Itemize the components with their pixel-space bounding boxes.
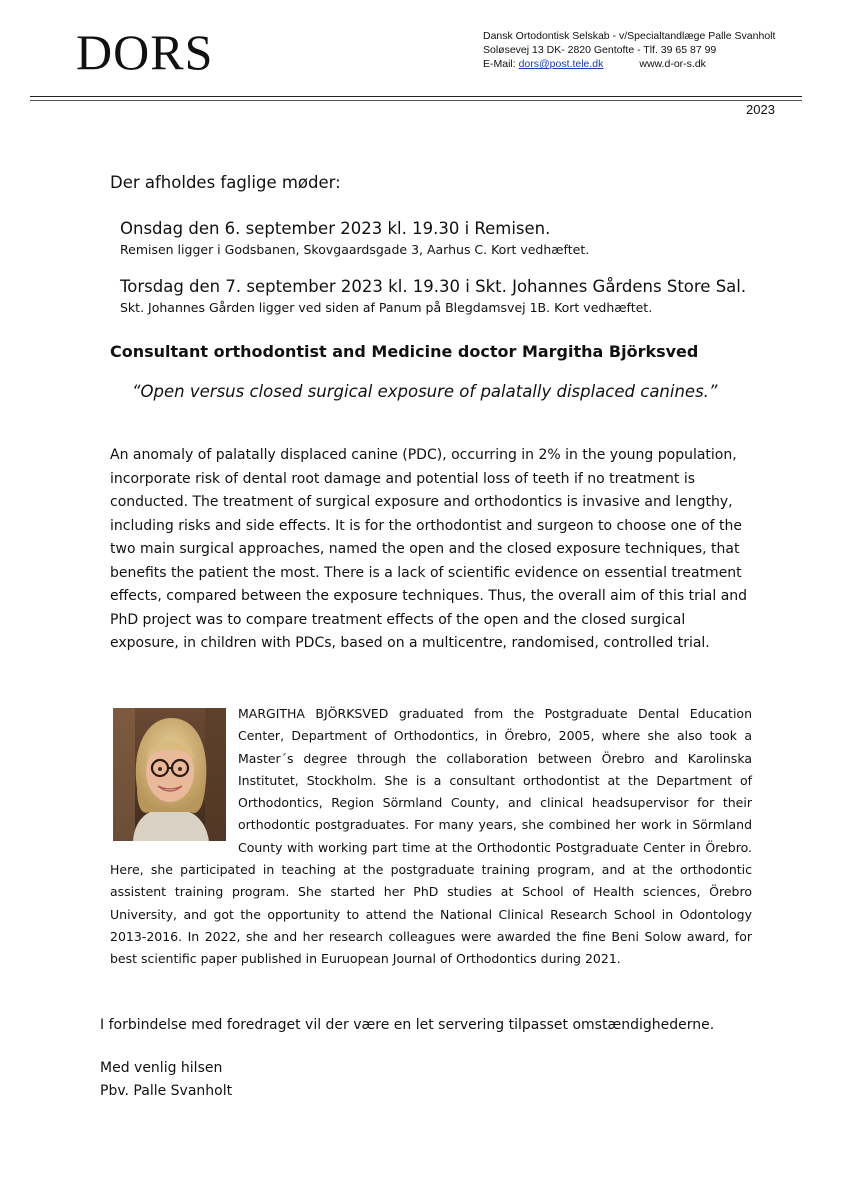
talk-title: “Open versus closed surgical exposure of palatally displaced canines.”: [132, 382, 718, 401]
speaker-heading: Consultant orthodontist and Medicine doctor Margitha Björksved: [110, 342, 699, 361]
abstract-paragraph: An anomaly of palatally displaced canine (PDC), occurring in 2% in the young population, incorporate risk of dental root damage and potential loss of teeth if no treatment is conducted. The treatment of surgical exposure and orthodontics is invasive and lengthy, including risks and side effects. It is for the orthodontist and surgeon to choose one of the two main surgical approaches, named the open and the closed exposure techniques, that benefits the patient the most. There is a lack of scientific evidence on essential treatment effects, compared between the exposure techniques. Thus, the overall aim of this trial and PhD project was to compare treatment effects of the open and the closed surgical exposure, in children with PDCs, based on a multicentre, randomised, controlled trial.: [110, 447, 748, 651]
year-label: 2023: [746, 102, 775, 117]
org-line: Dansk Ortodontisk Selskab - v/Specialtandlæge Palle Svanholt: [483, 30, 776, 42]
bio-text: MARGITHA BJÖRKSVED graduated from the Postgraduate Dental Education Center, Department of Orthodontics, in Örebro, 2005, where she also took a Master´s degree through the collaboration between Örebro and Karolinska Institutet, Stockholm. She is a consultant orthodontist at the Department of Orthodontics, Region Sörmland County, and clinical headsupervisor for their orthodontic postgraduates. For many years, she combined her work in Sörmland County with working part time at the Orthodontic Postgraduate Center in Örebro. Here, she participated in teaching at the postgraduate training program, and at the orthodontic assistent training program. She started her PhD studies at School of Health sciences, Örebro University, and got the opportunity to attend the National Clinical Research School in Odontology 2013-2016. In 2022, she and her research colleagues were awarded the fine Beni Solow award, for best scientific paper published in Euruopean Journal of Orthodontics during 2021.: [110, 706, 752, 967]
contact-line: [483, 57, 775, 71]
meeting-copenhagen: [120, 277, 746, 315]
header-rule-top: [30, 96, 802, 97]
meeting-title: Onsdag den 6. september 2023 kl. 19.30 i Remisen.: [120, 219, 551, 238]
greeting: Med venlig hilsen: [100, 1060, 223, 1076]
address-line: Soløsevej 13 DK- 2820 Gentofte - Tlf. 39 65 87 99: [483, 44, 717, 56]
header-rule-bottom: [30, 100, 802, 101]
email-label: E-Mail:: [483, 58, 519, 70]
speaker-bio: [110, 703, 752, 971]
meeting-title: Torsdag den 7. september 2023 kl. 19.30 i Skt. Johannes Gårdens Store Sal.: [120, 277, 747, 296]
website-text: www.d-or-s.dk: [639, 58, 706, 70]
closing-note: I forbindelse med foredraget vil der være en let servering tilpasset omstændighederne.: [100, 1017, 715, 1033]
email-link[interactable]: dors@post.tele.dk: [518, 58, 604, 70]
header-address-block: [483, 29, 775, 71]
meeting-detail: Remisen ligger i Godsbanen, Skovgaardsgade 3, Aarhus C. Kort vedhæftet.: [120, 242, 590, 257]
dors-logo: DORS: [76, 24, 214, 80]
sign-off: [100, 1057, 232, 1103]
signature: Pbv. Palle Svanholt: [100, 1083, 233, 1099]
intro-text: Der afholdes faglige møder:: [110, 173, 341, 192]
meeting-aarhus: [120, 219, 589, 257]
meeting-detail: Skt. Johannes Gården ligger ved siden af Panum på Blegdamsvej 1B. Kort vedhæftet.: [120, 300, 653, 315]
portrait-spacer: [110, 703, 238, 859]
